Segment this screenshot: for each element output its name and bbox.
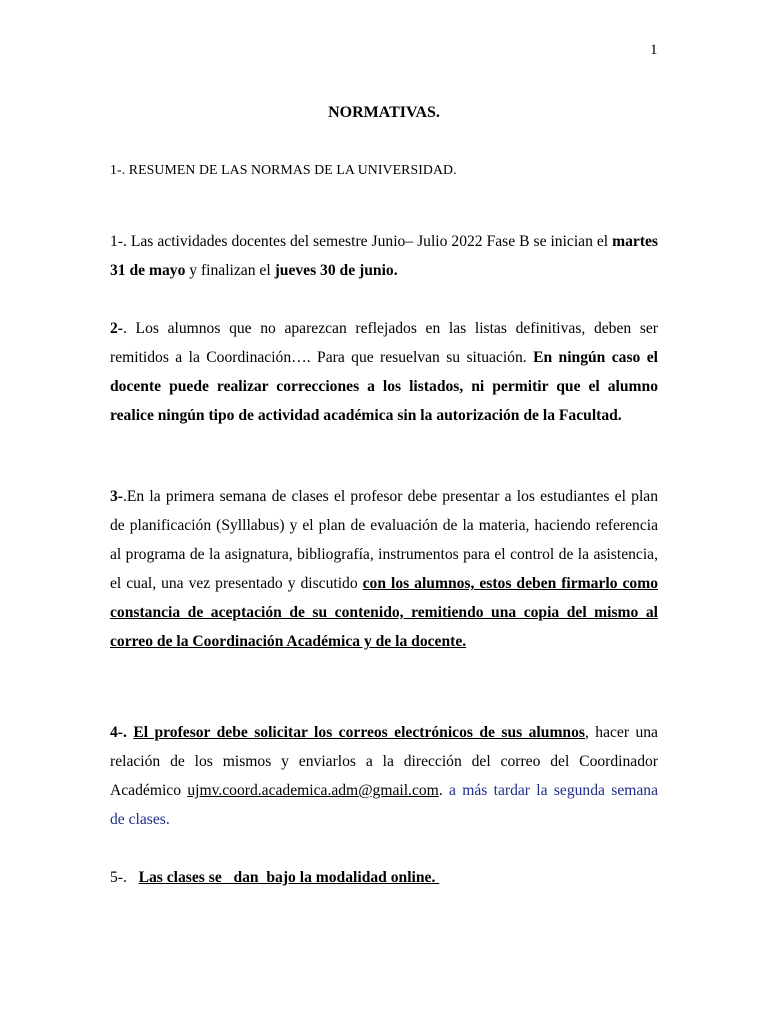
rule-4-deadline-period: . xyxy=(165,811,170,828)
rule-1-paragraph xyxy=(110,227,658,285)
rule-4-text: , hacer una relación de los mismos y enviarlos a la dirección del correo del Coordinador Académico xyxy=(110,724,658,799)
rule-2-emphasis: En ningún caso el docente puede realizar correcciones a los listados, ni permitir que el alumno realice ningún tipo de actividad académica sin la autorización de la Facultad. xyxy=(110,349,658,424)
rule-3-text: .En la primera semana de clases el profesor debe presentar a los estudiantes el plan de planificación (Sylllabus) y el plan de evaluación de la materia, haciendo referencia al programa de la asignatura, bibliografía, instrumentos para el control de la asistencia, el cual, una vez presentado y discutido xyxy=(110,488,658,592)
rule-4-deadline: a más tardar la segunda semana de clases xyxy=(110,782,659,828)
rule-2-number: 2- xyxy=(110,320,123,337)
rule-3-emphasis: con los alumnos, estos deben firmarlo como constancia de aceptación de su contenido, remitiendo una copia del mismo al correo de la Coordinación Académica y de la docente. xyxy=(110,575,658,650)
coordinator-email-link[interactable]: ujmv.coord.academica.adm@gmail.com xyxy=(187,782,439,799)
section-heading: 1-. RESUMEN DE LAS NORMAS DE LA UNIVERSIDAD. xyxy=(110,162,457,177)
rule-5-emphasis: Las clases se dan bajo la modalidad online. xyxy=(138,869,440,886)
rule-2-text: . Los alumnos que no aparezcan reflejados en las listas definitivas, deben ser remitidos a la Coordinación…. Para que resuelvan su situación. xyxy=(110,320,658,366)
rule-4-punct: . xyxy=(438,782,450,799)
rule-4-emphasis: El profesor debe solicitar los correos electrónicos de sus alumnos xyxy=(133,724,585,741)
rule-1-end-date: jueves 30 de junio. xyxy=(274,262,398,279)
rule-1-start-date: martes 31 de mayo xyxy=(110,233,658,279)
rule-4-paragraph xyxy=(110,718,658,834)
rule-5-number: 5-. xyxy=(110,869,139,886)
rule-2-paragraph xyxy=(110,314,658,430)
rule-3-paragraph xyxy=(110,482,658,656)
rule-4-number: 4-. xyxy=(110,724,127,741)
rule-1-text: 1-. Las actividades docentes del semestre Junio– Julio 2022 Fase B se inician el xyxy=(110,233,613,250)
rule-1-text-2: y finalizan el xyxy=(185,262,275,279)
page-number: 1 xyxy=(650,42,658,58)
rule-3-number: 3- xyxy=(110,488,123,505)
document-title: NORMATIVAS. xyxy=(328,104,440,121)
rule-5-paragraph xyxy=(110,863,658,892)
